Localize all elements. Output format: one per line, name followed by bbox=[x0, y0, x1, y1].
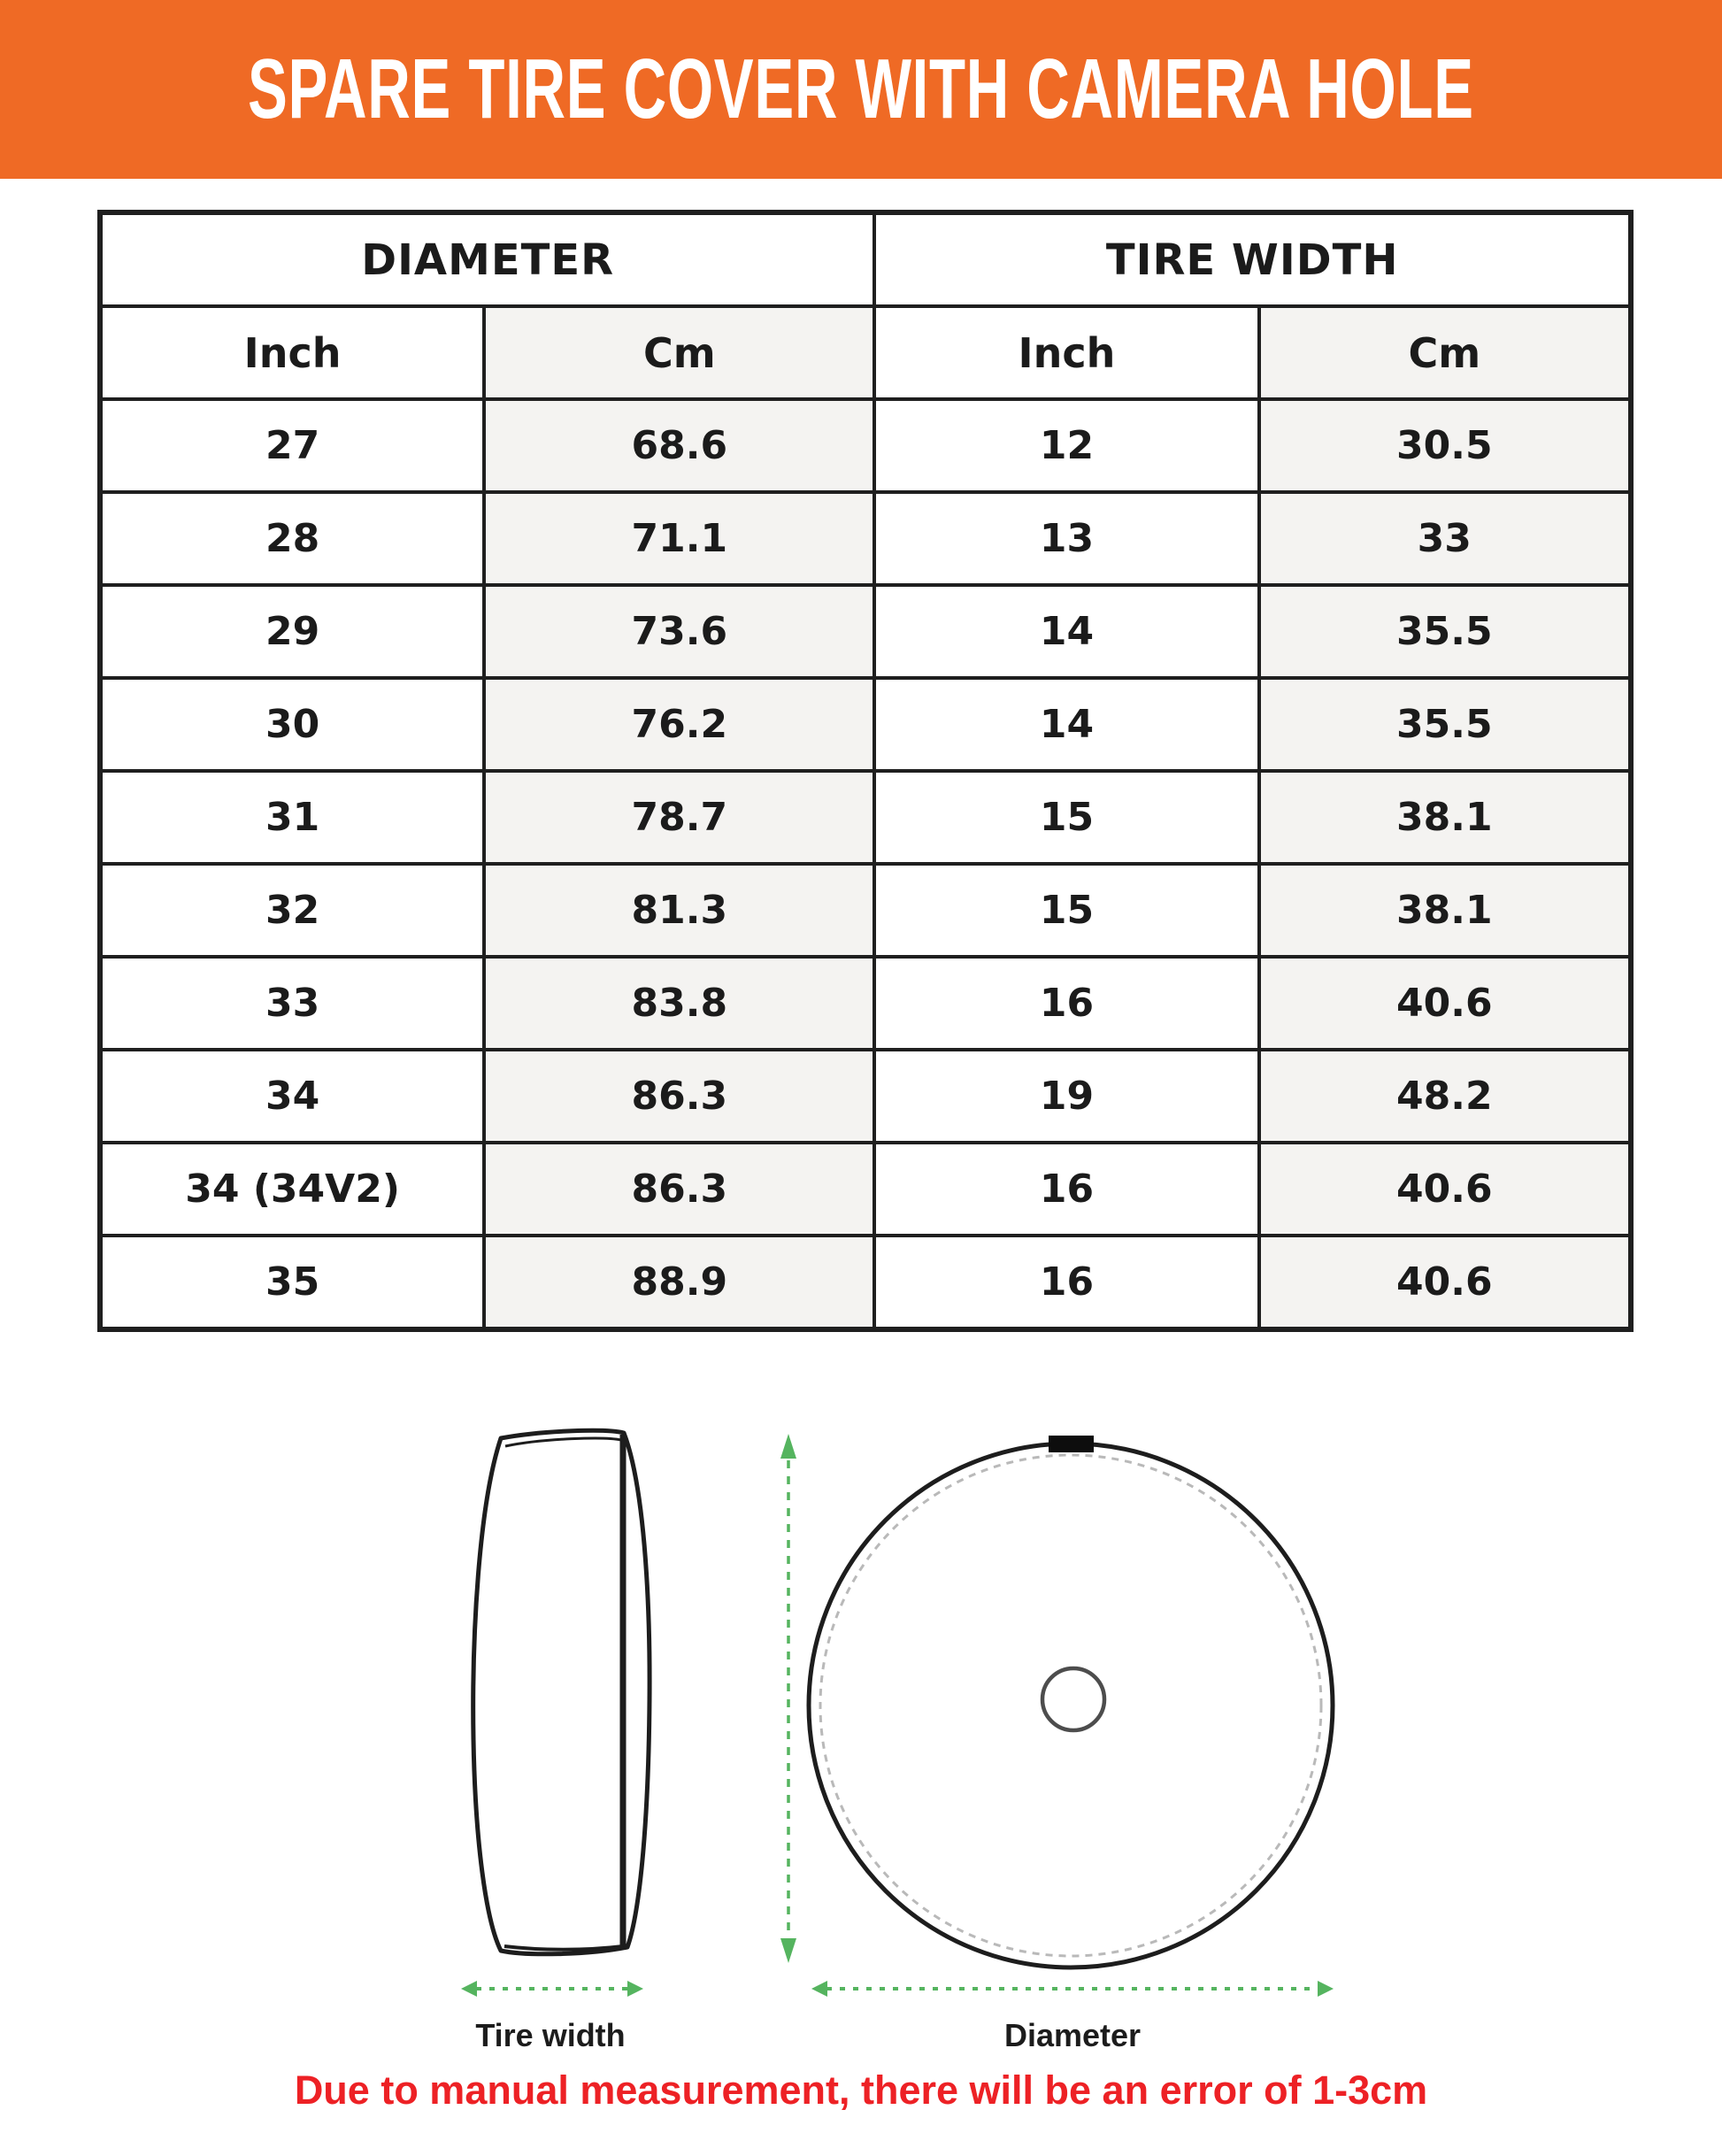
column-group-diameter: DIAMETER bbox=[100, 212, 874, 306]
table-row bbox=[100, 678, 1631, 771]
cell-diameter-inch: 35 bbox=[100, 1236, 484, 1329]
cell-diameter-inch: 34 bbox=[100, 1050, 484, 1143]
cell-width-cm: 33 bbox=[1259, 492, 1631, 585]
cell-width-inch: 15 bbox=[874, 864, 1258, 957]
cell-width-cm: 35.5 bbox=[1259, 585, 1631, 678]
table-row bbox=[100, 864, 1631, 957]
cell-diameter-cm: 71.1 bbox=[484, 492, 874, 585]
cell-diameter-inch: 29 bbox=[100, 585, 484, 678]
cell-width-cm: 30.5 bbox=[1259, 399, 1631, 492]
title-banner bbox=[0, 0, 1722, 179]
cell-diameter-inch: 32 bbox=[100, 864, 484, 957]
size-table bbox=[97, 210, 1634, 1332]
cell-diameter-inch: 30 bbox=[100, 678, 484, 771]
cell-width-inch: 16 bbox=[874, 1143, 1258, 1236]
cell-width-inch: 12 bbox=[874, 399, 1258, 492]
subheader-width-cm: Cm bbox=[1259, 306, 1631, 399]
cell-width-cm: 40.6 bbox=[1259, 957, 1631, 1050]
cell-diameter-cm: 76.2 bbox=[484, 678, 874, 771]
tire-width-label: Tire width bbox=[475, 2017, 626, 2053]
arrowhead-left bbox=[461, 1981, 477, 1997]
measurement-error-note: Due to manual measurement, there will be an error of 1-3cm bbox=[294, 2067, 1428, 2113]
table-row bbox=[100, 1050, 1631, 1143]
cell-width-inch: 15 bbox=[874, 771, 1258, 864]
cell-diameter-cm: 78.7 bbox=[484, 771, 874, 864]
cell-diameter-cm: 68.6 bbox=[484, 399, 874, 492]
cell-width-inch: 13 bbox=[874, 492, 1258, 585]
column-group-tire-width: TIRE WIDTH bbox=[874, 212, 1631, 306]
arrowhead-down bbox=[780, 1938, 796, 1963]
arrowhead-right bbox=[1318, 1981, 1334, 1997]
diameter-label: Diameter bbox=[1003, 2017, 1142, 2053]
table-subheader-row bbox=[100, 306, 1631, 399]
camera-hole bbox=[1042, 1668, 1104, 1730]
table-row bbox=[100, 771, 1631, 864]
tire-width-arrow bbox=[461, 1981, 643, 1997]
cell-diameter-cm: 81.3 bbox=[484, 864, 874, 957]
cell-diameter-inch: 28 bbox=[100, 492, 484, 585]
subheader-width-inch: Inch bbox=[874, 306, 1258, 399]
cell-diameter-inch: 33 bbox=[100, 957, 484, 1050]
cell-width-cm: 40.6 bbox=[1259, 1143, 1631, 1236]
cell-width-cm: 48.2 bbox=[1259, 1050, 1631, 1143]
cell-width-inch: 14 bbox=[874, 585, 1258, 678]
cell-diameter-cm: 86.3 bbox=[484, 1143, 874, 1236]
cell-width-inch: 14 bbox=[874, 678, 1258, 771]
table-row bbox=[100, 1236, 1631, 1329]
table-row bbox=[100, 399, 1631, 492]
cell-diameter-cm: 88.9 bbox=[484, 1236, 874, 1329]
cell-diameter-cm: 83.8 bbox=[484, 957, 874, 1050]
table-row bbox=[100, 585, 1631, 678]
measurement-diagram bbox=[389, 1412, 1380, 2058]
cell-diameter-cm: 73.6 bbox=[484, 585, 874, 678]
cell-width-cm: 40.6 bbox=[1259, 1236, 1631, 1329]
cell-width-cm: 38.1 bbox=[1259, 864, 1631, 957]
cell-width-inch: 16 bbox=[874, 957, 1258, 1050]
table-group-header-row bbox=[100, 212, 1631, 306]
cell-diameter-inch: 34 (34V2) bbox=[100, 1143, 484, 1236]
arrowhead-left bbox=[811, 1981, 827, 1997]
cell-width-cm: 38.1 bbox=[1259, 771, 1631, 864]
cell-diameter-inch: 31 bbox=[100, 771, 484, 864]
table-row bbox=[100, 957, 1631, 1050]
table-row bbox=[100, 1143, 1631, 1236]
arrowhead-up bbox=[780, 1434, 796, 1459]
tire-side-view bbox=[473, 1430, 650, 1953]
arrowhead-right bbox=[627, 1981, 643, 1997]
tire-front-view bbox=[809, 1436, 1333, 1967]
vertical-diameter-arrow bbox=[780, 1434, 796, 1963]
diameter-arrow bbox=[811, 1981, 1334, 1997]
cell-width-inch: 19 bbox=[874, 1050, 1258, 1143]
cell-diameter-inch: 27 bbox=[100, 399, 484, 492]
cell-diameter-cm: 86.3 bbox=[484, 1050, 874, 1143]
page-title: SPARE TIRE COVER WITH CAMERA HOLE bbox=[248, 42, 1474, 136]
cell-width-inch: 16 bbox=[874, 1236, 1258, 1329]
cell-width-cm: 35.5 bbox=[1259, 678, 1631, 771]
subheader-diameter-inch: Inch bbox=[100, 306, 484, 399]
subheader-diameter-cm: Cm bbox=[484, 306, 874, 399]
size-chart bbox=[97, 210, 1634, 1332]
table-row bbox=[100, 492, 1631, 585]
strap-tab bbox=[1049, 1436, 1094, 1452]
